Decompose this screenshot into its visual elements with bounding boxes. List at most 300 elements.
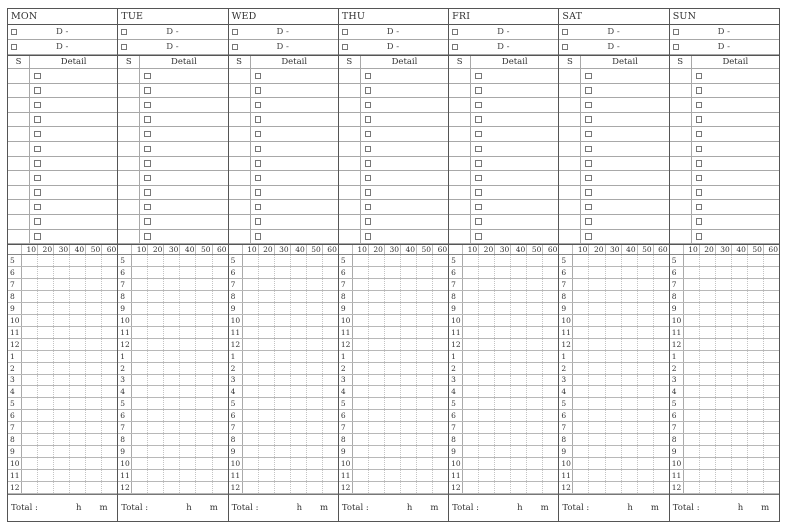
task-status-cell[interactable] <box>670 230 692 244</box>
time-slot-cell[interactable] <box>462 410 478 421</box>
time-slot-cell[interactable] <box>637 327 653 338</box>
task-row[interactable] <box>339 127 448 142</box>
time-slot-cell[interactable] <box>37 291 53 302</box>
time-slot-cell[interactable] <box>384 255 400 266</box>
time-slot-cell[interactable] <box>179 315 195 326</box>
time-slot-cell[interactable] <box>494 375 510 386</box>
time-slot-cell[interactable] <box>368 327 384 338</box>
time-slot-cell[interactable] <box>621 315 637 326</box>
time-slot-cell[interactable] <box>637 351 653 362</box>
time-slot-cell[interactable] <box>542 434 558 445</box>
time-slot-cell[interactable] <box>432 386 448 397</box>
time-slot-cell[interactable] <box>432 458 448 469</box>
time-slot-cell[interactable] <box>478 363 494 374</box>
time-slot-cell[interactable] <box>572 267 588 278</box>
task-checkbox[interactable] <box>365 175 372 182</box>
task-status-cell[interactable] <box>339 142 361 156</box>
time-slot-cell[interactable] <box>368 446 384 457</box>
time-slot-cell[interactable] <box>101 291 117 302</box>
task-status-cell[interactable] <box>8 200 30 214</box>
task-row[interactable] <box>118 113 227 128</box>
time-slot-cell[interactable] <box>653 303 669 314</box>
time-slot-cell[interactable] <box>416 351 432 362</box>
time-slot-cell[interactable] <box>69 434 85 445</box>
time-slot-cell[interactable] <box>37 422 53 433</box>
time-slot-cell[interactable] <box>510 363 526 374</box>
task-status-cell[interactable] <box>449 127 471 141</box>
time-slot-cell[interactable] <box>306 291 322 302</box>
time-slot-cell[interactable] <box>69 327 85 338</box>
time-slot-cell[interactable] <box>605 363 621 374</box>
time-slot-cell[interactable] <box>416 434 432 445</box>
time-slot-cell[interactable] <box>588 267 604 278</box>
task-row[interactable] <box>118 171 227 186</box>
time-slot-cell[interactable] <box>306 339 322 350</box>
time-slot-cell[interactable] <box>416 279 432 290</box>
time-slot-cell[interactable] <box>368 351 384 362</box>
task-checkbox[interactable] <box>585 218 592 225</box>
time-slot-cell[interactable] <box>53 446 69 457</box>
time-slot-cell[interactable] <box>131 375 147 386</box>
time-slot-cell[interactable] <box>510 351 526 362</box>
time-slot-cell[interactable] <box>384 446 400 457</box>
time-slot-cell[interactable] <box>605 410 621 421</box>
time-slot-cell[interactable] <box>195 303 211 314</box>
time-slot-cell[interactable] <box>179 386 195 397</box>
time-slot-cell[interactable] <box>69 375 85 386</box>
task-checkbox[interactable] <box>585 87 592 94</box>
time-slot-cell[interactable] <box>131 291 147 302</box>
time-slot-cell[interactable] <box>542 327 558 338</box>
time-slot-cell[interactable] <box>572 375 588 386</box>
time-slot-cell[interactable] <box>85 470 101 481</box>
time-slot-cell[interactable] <box>731 351 747 362</box>
time-slot-cell[interactable] <box>621 375 637 386</box>
task-status-cell[interactable] <box>449 200 471 214</box>
time-slot-cell[interactable] <box>53 255 69 266</box>
time-slot-cell[interactable] <box>131 279 147 290</box>
time-slot-cell[interactable] <box>731 446 747 457</box>
task-row[interactable] <box>229 69 338 84</box>
time-slot-cell[interactable] <box>763 255 779 266</box>
time-slot-cell[interactable] <box>131 351 147 362</box>
time-slot-cell[interactable] <box>510 422 526 433</box>
time-slot-cell[interactable] <box>274 327 290 338</box>
time-slot-cell[interactable] <box>179 482 195 493</box>
task-status-cell[interactable] <box>559 157 581 171</box>
time-slot-cell[interactable] <box>462 398 478 409</box>
time-slot-cell[interactable] <box>699 458 715 469</box>
time-slot-cell[interactable] <box>715 434 731 445</box>
time-slot-cell[interactable] <box>212 470 228 481</box>
time-slot-cell[interactable] <box>212 279 228 290</box>
time-slot-cell[interactable] <box>290 267 306 278</box>
time-slot-cell[interactable] <box>101 363 117 374</box>
time-slot-cell[interactable] <box>212 303 228 314</box>
time-slot-cell[interactable] <box>510 398 526 409</box>
time-slot-cell[interactable] <box>195 351 211 362</box>
task-status-cell[interactable] <box>229 84 251 98</box>
time-slot-cell[interactable] <box>400 446 416 457</box>
task-checkbox[interactable] <box>34 218 41 225</box>
time-slot-cell[interactable] <box>212 327 228 338</box>
time-slot-cell[interactable] <box>763 267 779 278</box>
time-slot-cell[interactable] <box>290 470 306 481</box>
time-slot-cell[interactable] <box>683 375 699 386</box>
time-slot-cell[interactable] <box>747 363 763 374</box>
time-slot-cell[interactable] <box>715 279 731 290</box>
time-slot-cell[interactable] <box>384 303 400 314</box>
time-slot-cell[interactable] <box>526 422 542 433</box>
time-slot-cell[interactable] <box>699 255 715 266</box>
time-slot-cell[interactable] <box>85 398 101 409</box>
time-slot-cell[interactable] <box>306 315 322 326</box>
time-slot-cell[interactable] <box>352 315 368 326</box>
task-row[interactable] <box>559 84 668 99</box>
time-slot-cell[interactable] <box>21 375 37 386</box>
time-slot-cell[interactable] <box>195 470 211 481</box>
time-slot-cell[interactable] <box>715 422 731 433</box>
time-slot-cell[interactable] <box>290 458 306 469</box>
time-slot-cell[interactable] <box>53 303 69 314</box>
task-status-cell[interactable] <box>229 186 251 200</box>
time-slot-cell[interactable] <box>494 315 510 326</box>
task-checkbox[interactable] <box>365 204 372 211</box>
time-slot-cell[interactable] <box>21 327 37 338</box>
time-slot-cell[interactable] <box>147 375 163 386</box>
time-slot-cell[interactable] <box>290 363 306 374</box>
time-slot-cell[interactable] <box>526 410 542 421</box>
task-row[interactable] <box>8 98 117 113</box>
task-row[interactable] <box>118 186 227 201</box>
time-slot-cell[interactable] <box>212 291 228 302</box>
time-slot-cell[interactable] <box>526 279 542 290</box>
task-row[interactable] <box>229 127 338 142</box>
time-slot-cell[interactable] <box>432 267 448 278</box>
time-slot-cell[interactable] <box>494 410 510 421</box>
time-slot-cell[interactable] <box>53 267 69 278</box>
time-slot-cell[interactable] <box>731 363 747 374</box>
time-slot-cell[interactable] <box>699 303 715 314</box>
time-slot-cell[interactable] <box>715 327 731 338</box>
time-slot-cell[interactable] <box>290 303 306 314</box>
task-checkbox[interactable] <box>34 146 41 153</box>
task-status-cell[interactable] <box>118 186 140 200</box>
time-slot-cell[interactable] <box>147 434 163 445</box>
task-row[interactable] <box>229 113 338 128</box>
task-status-cell[interactable] <box>339 200 361 214</box>
time-slot-cell[interactable] <box>683 267 699 278</box>
time-slot-cell[interactable] <box>478 351 494 362</box>
time-slot-cell[interactable] <box>478 339 494 350</box>
time-slot-cell[interactable] <box>274 279 290 290</box>
time-slot-cell[interactable] <box>494 267 510 278</box>
time-slot-cell[interactable] <box>384 339 400 350</box>
time-slot-cell[interactable] <box>462 339 478 350</box>
time-slot-cell[interactable] <box>21 363 37 374</box>
task-checkbox[interactable] <box>585 189 592 196</box>
task-row[interactable] <box>670 127 779 142</box>
task-checkbox[interactable] <box>585 116 592 123</box>
time-slot-cell[interactable] <box>368 303 384 314</box>
time-slot-cell[interactable] <box>462 351 478 362</box>
time-slot-cell[interactable] <box>85 303 101 314</box>
time-slot-cell[interactable] <box>462 279 478 290</box>
time-slot-cell[interactable] <box>494 303 510 314</box>
time-slot-cell[interactable] <box>621 303 637 314</box>
time-slot-cell[interactable] <box>605 470 621 481</box>
time-slot-cell[interactable] <box>322 458 338 469</box>
time-slot-cell[interactable] <box>653 482 669 493</box>
time-slot-cell[interactable] <box>699 434 715 445</box>
time-slot-cell[interactable] <box>53 375 69 386</box>
time-slot-cell[interactable] <box>699 386 715 397</box>
time-slot-cell[interactable] <box>352 446 368 457</box>
time-slot-cell[interactable] <box>53 470 69 481</box>
time-slot-cell[interactable] <box>274 410 290 421</box>
time-slot-cell[interactable] <box>510 279 526 290</box>
time-slot-cell[interactable] <box>53 410 69 421</box>
task-row[interactable] <box>670 84 779 99</box>
task-row[interactable] <box>8 127 117 142</box>
time-slot-cell[interactable] <box>179 255 195 266</box>
time-slot-cell[interactable] <box>352 363 368 374</box>
time-slot-cell[interactable] <box>53 351 69 362</box>
task-checkbox[interactable] <box>255 87 262 94</box>
time-slot-cell[interactable] <box>258 470 274 481</box>
time-slot-cell[interactable] <box>101 410 117 421</box>
time-slot-cell[interactable] <box>258 398 274 409</box>
time-slot-cell[interactable] <box>101 482 117 493</box>
time-slot-cell[interactable] <box>731 255 747 266</box>
time-slot-cell[interactable] <box>384 470 400 481</box>
time-slot-cell[interactable] <box>542 363 558 374</box>
time-slot-cell[interactable] <box>21 386 37 397</box>
task-status-cell[interactable] <box>670 142 692 156</box>
time-slot-cell[interactable] <box>510 434 526 445</box>
time-slot-cell[interactable] <box>731 470 747 481</box>
time-slot-cell[interactable] <box>621 386 637 397</box>
time-slot-cell[interactable] <box>212 482 228 493</box>
time-slot-cell[interactable] <box>747 255 763 266</box>
time-slot-cell[interactable] <box>478 410 494 421</box>
time-slot-cell[interactable] <box>653 398 669 409</box>
task-checkbox[interactable] <box>475 189 482 196</box>
time-slot-cell[interactable] <box>101 303 117 314</box>
time-slot-cell[interactable] <box>699 351 715 362</box>
time-slot-cell[interactable] <box>53 434 69 445</box>
time-slot-cell[interactable] <box>195 267 211 278</box>
time-slot-cell[interactable] <box>763 482 779 493</box>
time-slot-cell[interactable] <box>101 255 117 266</box>
time-slot-cell[interactable] <box>147 398 163 409</box>
time-slot-cell[interactable] <box>85 315 101 326</box>
time-slot-cell[interactable] <box>242 303 258 314</box>
time-slot-cell[interactable] <box>69 410 85 421</box>
task-status-cell[interactable] <box>339 98 361 112</box>
time-slot-cell[interactable] <box>163 339 179 350</box>
task-checkbox[interactable] <box>585 73 592 80</box>
time-slot-cell[interactable] <box>101 434 117 445</box>
task-status-cell[interactable] <box>118 215 140 229</box>
time-slot-cell[interactable] <box>588 363 604 374</box>
task-row[interactable] <box>8 84 117 99</box>
time-slot-cell[interactable] <box>352 398 368 409</box>
time-slot-cell[interactable] <box>494 446 510 457</box>
time-slot-cell[interactable] <box>588 410 604 421</box>
time-slot-cell[interactable] <box>147 267 163 278</box>
time-slot-cell[interactable] <box>462 315 478 326</box>
task-checkbox[interactable] <box>475 175 482 182</box>
time-slot-cell[interactable] <box>494 482 510 493</box>
time-slot-cell[interactable] <box>510 386 526 397</box>
time-slot-cell[interactable] <box>683 303 699 314</box>
time-slot-cell[interactable] <box>147 303 163 314</box>
task-row[interactable] <box>118 69 227 84</box>
time-slot-cell[interactable] <box>747 398 763 409</box>
time-slot-cell[interactable] <box>37 410 53 421</box>
time-slot-cell[interactable] <box>53 315 69 326</box>
time-slot-cell[interactable] <box>195 339 211 350</box>
time-slot-cell[interactable] <box>747 410 763 421</box>
task-checkbox[interactable] <box>475 146 482 153</box>
time-slot-cell[interactable] <box>478 375 494 386</box>
time-slot-cell[interactable] <box>212 351 228 362</box>
time-slot-cell[interactable] <box>322 482 338 493</box>
time-slot-cell[interactable] <box>163 315 179 326</box>
time-slot-cell[interactable] <box>526 386 542 397</box>
time-slot-cell[interactable] <box>588 279 604 290</box>
task-status-cell[interactable] <box>118 84 140 98</box>
time-slot-cell[interactable] <box>588 327 604 338</box>
time-slot-cell[interactable] <box>683 255 699 266</box>
time-slot-cell[interactable] <box>368 434 384 445</box>
time-slot-cell[interactable] <box>478 446 494 457</box>
time-slot-cell[interactable] <box>478 386 494 397</box>
time-slot-cell[interactable] <box>147 470 163 481</box>
time-slot-cell[interactable] <box>85 351 101 362</box>
task-status-cell[interactable] <box>559 171 581 185</box>
time-slot-cell[interactable] <box>179 351 195 362</box>
time-slot-cell[interactable] <box>352 422 368 433</box>
time-slot-cell[interactable] <box>163 434 179 445</box>
time-slot-cell[interactable] <box>526 375 542 386</box>
time-slot-cell[interactable] <box>621 351 637 362</box>
time-slot-cell[interactable] <box>699 327 715 338</box>
task-row[interactable] <box>8 186 117 201</box>
time-slot-cell[interactable] <box>101 398 117 409</box>
time-slot-cell[interactable] <box>290 434 306 445</box>
task-checkbox[interactable] <box>696 116 703 123</box>
time-slot-cell[interactable] <box>101 446 117 457</box>
task-row[interactable] <box>559 142 668 157</box>
time-slot-cell[interactable] <box>699 339 715 350</box>
time-slot-cell[interactable] <box>731 458 747 469</box>
task-status-cell[interactable] <box>670 171 692 185</box>
time-slot-cell[interactable] <box>37 279 53 290</box>
time-slot-cell[interactable] <box>322 351 338 362</box>
time-slot-cell[interactable] <box>637 363 653 374</box>
time-slot-cell[interactable] <box>494 279 510 290</box>
time-slot-cell[interactable] <box>621 255 637 266</box>
time-slot-cell[interactable] <box>478 267 494 278</box>
time-slot-cell[interactable] <box>147 339 163 350</box>
time-slot-cell[interactable] <box>416 422 432 433</box>
time-slot-cell[interactable] <box>384 375 400 386</box>
time-slot-cell[interactable] <box>747 327 763 338</box>
time-slot-cell[interactable] <box>101 351 117 362</box>
task-status-cell[interactable] <box>559 84 581 98</box>
time-slot-cell[interactable] <box>400 482 416 493</box>
time-slot-cell[interactable] <box>526 291 542 302</box>
time-slot-cell[interactable] <box>368 398 384 409</box>
time-slot-cell[interactable] <box>306 410 322 421</box>
time-slot-cell[interactable] <box>683 279 699 290</box>
time-slot-cell[interactable] <box>731 303 747 314</box>
time-slot-cell[interactable] <box>400 410 416 421</box>
time-slot-cell[interactable] <box>258 458 274 469</box>
task-row[interactable] <box>8 230 117 245</box>
task-row[interactable] <box>449 171 558 186</box>
time-slot-cell[interactable] <box>416 315 432 326</box>
task-status-cell[interactable] <box>449 230 471 244</box>
time-slot-cell[interactable] <box>542 267 558 278</box>
time-slot-cell[interactable] <box>747 303 763 314</box>
time-slot-cell[interactable] <box>621 279 637 290</box>
time-slot-cell[interactable] <box>37 386 53 397</box>
task-checkbox[interactable] <box>255 146 262 153</box>
time-slot-cell[interactable] <box>526 315 542 326</box>
time-slot-cell[interactable] <box>322 303 338 314</box>
time-slot-cell[interactable] <box>69 446 85 457</box>
time-slot-cell[interactable] <box>85 482 101 493</box>
task-status-cell[interactable] <box>229 171 251 185</box>
task-status-cell[interactable] <box>559 127 581 141</box>
task-row[interactable] <box>559 69 668 84</box>
task-status-cell[interactable] <box>559 230 581 244</box>
time-slot-cell[interactable] <box>195 446 211 457</box>
time-slot-cell[interactable] <box>637 267 653 278</box>
time-slot-cell[interactable] <box>763 351 779 362</box>
time-slot-cell[interactable] <box>21 315 37 326</box>
task-row[interactable] <box>559 171 668 186</box>
time-slot-cell[interactable] <box>637 434 653 445</box>
time-slot-cell[interactable] <box>526 255 542 266</box>
time-slot-cell[interactable] <box>572 398 588 409</box>
time-slot-cell[interactable] <box>212 434 228 445</box>
time-slot-cell[interactable] <box>258 375 274 386</box>
time-slot-cell[interactable] <box>653 291 669 302</box>
time-slot-cell[interactable] <box>400 458 416 469</box>
task-row[interactable] <box>670 186 779 201</box>
time-slot-cell[interactable] <box>637 339 653 350</box>
time-slot-cell[interactable] <box>322 255 338 266</box>
time-slot-cell[interactable] <box>322 410 338 421</box>
time-slot-cell[interactable] <box>131 327 147 338</box>
time-slot-cell[interactable] <box>747 386 763 397</box>
time-slot-cell[interactable] <box>588 458 604 469</box>
time-slot-cell[interactable] <box>478 482 494 493</box>
time-slot-cell[interactable] <box>400 386 416 397</box>
time-slot-cell[interactable] <box>588 398 604 409</box>
task-checkbox[interactable] <box>585 146 592 153</box>
time-slot-cell[interactable] <box>432 255 448 266</box>
time-slot-cell[interactable] <box>21 291 37 302</box>
time-slot-cell[interactable] <box>494 458 510 469</box>
time-slot-cell[interactable] <box>195 434 211 445</box>
time-slot-cell[interactable] <box>212 446 228 457</box>
time-slot-cell[interactable] <box>605 279 621 290</box>
